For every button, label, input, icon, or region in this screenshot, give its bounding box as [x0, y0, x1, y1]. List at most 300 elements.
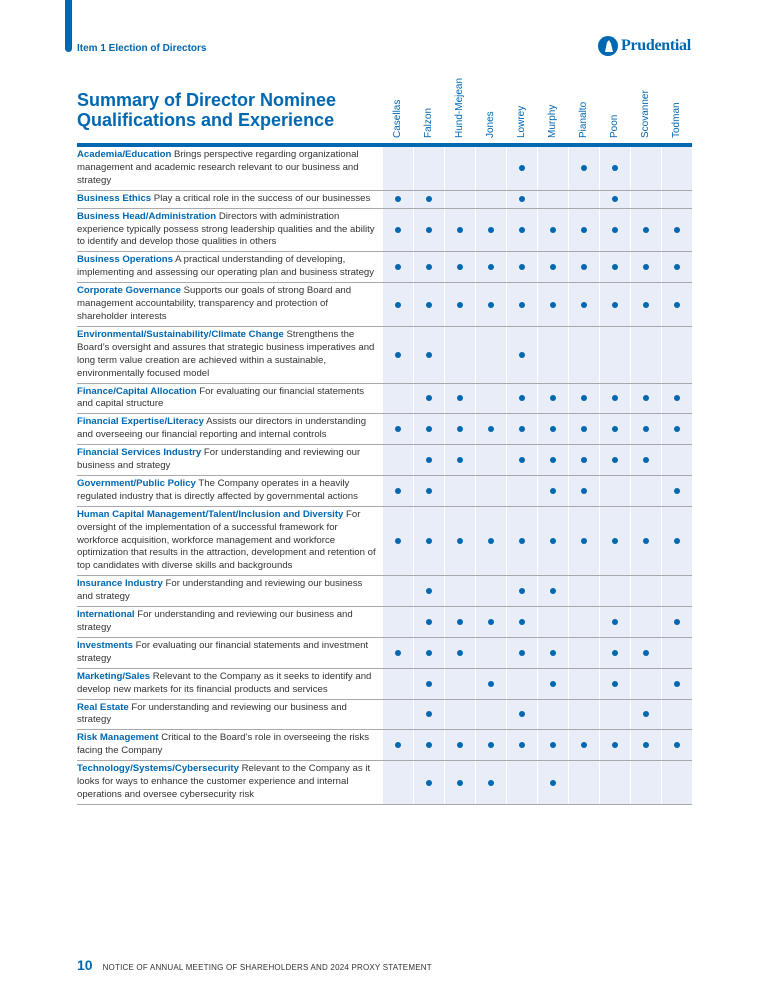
matrix-cell [537, 638, 568, 668]
qualification-dot-icon [426, 711, 432, 717]
matrix-cell [630, 576, 661, 606]
matrix-cell [568, 147, 599, 190]
qualification-dot-icon [395, 488, 401, 494]
qualification-label: Insurance Industry [77, 578, 163, 590]
director-column-header [383, 66, 414, 138]
director-column-header [569, 66, 600, 138]
matrix-cell [661, 191, 692, 208]
qualification-dot-icon [395, 650, 401, 656]
qualification-dot-icon [426, 457, 432, 463]
qualification-description [77, 445, 382, 475]
matrix-cell [382, 507, 413, 576]
qualification-dot-icon [643, 711, 649, 717]
qualification-dot-icon [488, 264, 494, 270]
qualification-dot-icon [519, 264, 525, 270]
qualification-dot-icon [674, 395, 680, 401]
qualification-text: For understanding and reviewing our business and strategy [77, 609, 353, 633]
section-marker-bar [65, 0, 72, 52]
qualification-dot-icon [550, 742, 556, 748]
qualification-dot-icon [426, 742, 432, 748]
matrix-cell [568, 507, 599, 576]
director-name: Hund-Mejean [454, 77, 465, 138]
qualification-dot-icon [674, 227, 680, 233]
matrix-cell [382, 576, 413, 606]
matrix-cell [630, 191, 661, 208]
qualification-dot-icon [426, 538, 432, 544]
matrix-cell [506, 283, 537, 326]
matrix-cell [444, 327, 475, 383]
qualification-dot-icon [488, 742, 494, 748]
qualification-dot-icon [674, 742, 680, 748]
matrix-cell [661, 638, 692, 668]
matrix-cell [444, 252, 475, 282]
qualification-label: Finance/Capital Allocation [77, 385, 197, 397]
matrix-cell [537, 576, 568, 606]
qualification-dot-icon [426, 780, 432, 786]
matrix-cell [661, 700, 692, 730]
matrix-cell [382, 445, 413, 475]
qualification-dot-icon [612, 742, 618, 748]
qualification-description [77, 576, 382, 606]
matrix-cell [537, 507, 568, 576]
matrix-cell [382, 414, 413, 444]
matrix-cell [568, 638, 599, 668]
director-name: Scovanner [640, 90, 651, 138]
matrix-cell [475, 283, 506, 326]
qualification-dot-icon [395, 742, 401, 748]
matrix-cell [475, 638, 506, 668]
matrix-cell [630, 638, 661, 668]
matrix-cell [475, 576, 506, 606]
qualification-dot-icon [488, 619, 494, 625]
matrix-cell [444, 476, 475, 506]
qualification-text: Play a critical role in the success of our businesses [153, 192, 371, 204]
matrix-cell [506, 700, 537, 730]
qualification-text: For oversight of the implementation of a successful framework for workforce acquisition, workforce management and workforce optimization that results in the attraction, development and retention of top candidates with diverse skills and backgrounds [77, 508, 376, 572]
qualification-dot-icon [674, 264, 680, 270]
qualification-text: Relevant to the Company as it seeks to identify and develop new markets for its financial products and services [77, 670, 372, 695]
matrix-cell [444, 507, 475, 576]
matrix-cell [599, 445, 630, 475]
matrix-cell [537, 445, 568, 475]
table-row [77, 638, 692, 669]
matrix-cell [413, 761, 444, 804]
matrix-cell [599, 669, 630, 699]
matrix-cell [444, 209, 475, 252]
qualification-text: Strengthens the Board’s oversight and assures that strategic business imperatives and long term value creation are achieved within a sustainable, environmentally focused model [77, 328, 375, 379]
matrix-cell [661, 576, 692, 606]
matrix-cell [568, 607, 599, 637]
matrix-cell [568, 669, 599, 699]
matrix-cell [413, 730, 444, 760]
qualification-dot-icon [612, 457, 618, 463]
matrix-cell [506, 327, 537, 383]
qualification-dot-icon [674, 538, 680, 544]
qualification-dot-icon [674, 681, 680, 687]
qualification-dot-icon [457, 742, 463, 748]
matrix-cell [537, 607, 568, 637]
qualification-label: Financial Services Industry [77, 447, 202, 459]
matrix-cell [568, 476, 599, 506]
matrix-cell [475, 476, 506, 506]
matrix-cell [537, 147, 568, 190]
prudential-logo [598, 36, 691, 56]
qualification-description [77, 700, 382, 730]
matrix-cell [444, 414, 475, 444]
director-name: Jones [485, 111, 496, 138]
matrix-cell [475, 507, 506, 576]
matrix-cell [413, 576, 444, 606]
matrix-cell [444, 147, 475, 190]
qualification-description [77, 191, 382, 208]
qualification-dot-icon [612, 165, 618, 171]
matrix-cell [568, 700, 599, 730]
qualification-dot-icon [612, 650, 618, 656]
table-row [77, 507, 692, 577]
matrix-cell [661, 445, 692, 475]
matrix-cell [537, 730, 568, 760]
qualification-description [77, 327, 382, 383]
matrix-cell [475, 384, 506, 414]
section-label: Item 1 Election of Directors [77, 43, 207, 54]
matrix-cell [599, 327, 630, 383]
qualification-dot-icon [674, 619, 680, 625]
qualification-dot-icon [426, 395, 432, 401]
qualification-dot-icon [643, 538, 649, 544]
qualification-dot-icon [519, 227, 525, 233]
qualification-dot-icon [519, 457, 525, 463]
page-number: 10 [77, 957, 93, 973]
table-row [77, 283, 692, 327]
matrix-cell [506, 507, 537, 576]
qualification-label: Business Operations [77, 254, 173, 266]
qualification-dot-icon [426, 650, 432, 656]
matrix-cell [506, 414, 537, 444]
matrix-cell [444, 283, 475, 326]
table-row [77, 191, 692, 209]
qualification-text: For understanding and reviewing our business and strategy [77, 701, 347, 726]
qualification-dot-icon [395, 227, 401, 233]
matrix-cell [599, 607, 630, 637]
qualification-label: Investments [77, 639, 133, 651]
qualification-description [77, 638, 382, 668]
qualification-text: For understanding and reviewing our business and strategy [77, 447, 361, 472]
qualification-dot-icon [426, 681, 432, 687]
matrix-cell [599, 147, 630, 190]
footer-text: NOTICE OF ANNUAL MEETING OF SHAREHOLDERS AND 2024 PROXY STATEMENT [102, 963, 432, 972]
qualification-dot-icon [395, 426, 401, 432]
matrix-cell [475, 147, 506, 190]
qualification-text: Assists our directors in understanding and overseeing our financial reporting and internal controls [77, 416, 367, 441]
qualification-dot-icon [674, 426, 680, 432]
table-row [77, 209, 692, 253]
director-column-header [662, 66, 693, 138]
qualification-dot-icon [426, 619, 432, 625]
qualification-text: Brings perspective regarding organizational management and academic research relevant to our business and strategy [77, 149, 359, 186]
qualification-dot-icon [426, 426, 432, 432]
qualification-description [77, 607, 382, 637]
matrix-cell [475, 607, 506, 637]
director-name: Falzon [423, 107, 434, 138]
matrix-cell [537, 384, 568, 414]
qualification-dot-icon [550, 426, 556, 432]
matrix-cell [537, 700, 568, 730]
qualification-dot-icon [550, 395, 556, 401]
table-row [77, 730, 692, 761]
matrix-cell [475, 730, 506, 760]
matrix-cell [382, 761, 413, 804]
table-row [77, 576, 692, 607]
table-row [77, 252, 692, 283]
qualification-dot-icon [612, 264, 618, 270]
qualification-dot-icon [426, 227, 432, 233]
qualification-dot-icon [612, 426, 618, 432]
qualification-dot-icon [519, 650, 525, 656]
director-column-header [507, 66, 538, 138]
qualification-dot-icon [395, 538, 401, 544]
matrix-cell [661, 414, 692, 444]
matrix-cell [599, 507, 630, 576]
qualification-dot-icon [519, 711, 525, 717]
qualification-dot-icon [612, 538, 618, 544]
qualification-description [77, 761, 382, 804]
qualification-dot-icon [519, 619, 525, 625]
matrix-cell [506, 147, 537, 190]
qualification-description [77, 476, 382, 506]
matrix-cell [599, 576, 630, 606]
matrix-cell [661, 476, 692, 506]
table-row [77, 327, 692, 384]
qualification-dot-icon [581, 395, 587, 401]
qualification-dot-icon [550, 780, 556, 786]
matrix-cell [444, 730, 475, 760]
qualification-dot-icon [519, 742, 525, 748]
page-title: Summary of Director Nominee Qualifications and Experience [77, 90, 337, 130]
qualification-dot-icon [581, 538, 587, 544]
qualification-text: A practical understanding of developing, implementing and assessing our operating plan and business strategy [77, 254, 375, 279]
director-column-header [476, 66, 507, 138]
matrix-cell [413, 700, 444, 730]
qualification-dot-icon [426, 302, 432, 308]
matrix-cell [599, 191, 630, 208]
rock-logo-icon [598, 36, 618, 56]
qualification-dot-icon [488, 426, 494, 432]
qualification-dot-icon [581, 457, 587, 463]
matrix-cell [444, 669, 475, 699]
matrix-cell [506, 669, 537, 699]
qualification-dot-icon [550, 457, 556, 463]
matrix-cell [630, 669, 661, 699]
matrix-cell [661, 384, 692, 414]
matrix-cell [413, 607, 444, 637]
matrix-cell [506, 252, 537, 282]
qualification-label: Real Estate [77, 701, 129, 713]
matrix-cell [537, 283, 568, 326]
matrix-cell [630, 761, 661, 804]
matrix-cell [444, 576, 475, 606]
table-row [77, 414, 692, 445]
qualification-dot-icon [643, 426, 649, 432]
matrix-cell [537, 761, 568, 804]
director-column-header [631, 66, 662, 138]
matrix-cell [382, 476, 413, 506]
matrix-cell [475, 209, 506, 252]
qualification-dot-icon [550, 538, 556, 544]
qualification-dot-icon [519, 196, 525, 202]
qualification-dot-icon [457, 302, 463, 308]
matrix-cell [475, 191, 506, 208]
matrix-cell [413, 147, 444, 190]
matrix-cell [599, 209, 630, 252]
qualification-dot-icon [612, 227, 618, 233]
matrix-cell [506, 730, 537, 760]
matrix-cell [568, 327, 599, 383]
qualification-label: Human Capital Management/Talent/Inclusion and Diversity [77, 508, 344, 520]
matrix-cell [413, 638, 444, 668]
table-row [77, 147, 692, 191]
qualification-label: Financial Expertise/Literacy [77, 416, 204, 428]
matrix-cell [444, 700, 475, 730]
matrix-cell [568, 761, 599, 804]
qualification-text: Directors with administration experience typically possess strong leadership qualities and the ability to identify and develop those qualities in others [77, 210, 375, 248]
matrix-cell [568, 576, 599, 606]
qualification-dot-icon [426, 352, 432, 358]
matrix-cell [599, 283, 630, 326]
matrix-cell [537, 476, 568, 506]
qualification-label: Business Head/Administration [77, 210, 217, 222]
qualification-description [77, 730, 382, 760]
matrix-cell [630, 252, 661, 282]
qualification-dot-icon [674, 488, 680, 494]
qualification-dot-icon [519, 588, 525, 594]
matrix-cell [475, 761, 506, 804]
director-name: Lowrey [516, 105, 527, 138]
qualification-dot-icon [457, 650, 463, 656]
qualification-text: For understanding and reviewing our business and strategy [77, 578, 363, 603]
matrix-cell [413, 384, 444, 414]
matrix-cell [413, 327, 444, 383]
qualification-label: Technology/Systems/Cybersecurity [77, 763, 239, 775]
matrix-cell [661, 283, 692, 326]
qualification-dot-icon [550, 681, 556, 687]
matrix-cell [382, 669, 413, 699]
table-row [77, 700, 692, 731]
qualification-dot-icon [581, 227, 587, 233]
matrix-cell [413, 669, 444, 699]
matrix-cell [630, 445, 661, 475]
matrix-cell [630, 414, 661, 444]
table-row [77, 607, 692, 638]
matrix-cell [599, 384, 630, 414]
matrix-cell [444, 384, 475, 414]
director-name: Todman [671, 102, 682, 138]
qualification-label: Business Ethics [77, 192, 152, 204]
qualification-dot-icon [643, 395, 649, 401]
qualification-dot-icon [426, 488, 432, 494]
logo-text: Prudential [621, 37, 691, 54]
matrix-cell [599, 700, 630, 730]
matrix-cell [444, 191, 475, 208]
qualification-dot-icon [612, 196, 618, 202]
matrix-cell [413, 252, 444, 282]
matrix-cell [475, 445, 506, 475]
qualification-dot-icon [581, 426, 587, 432]
qualification-text: For evaluating our financial statements and investment strategy [77, 639, 369, 664]
qualification-text: Supports our goals of strong Board and management accountability, transparency and protection of shareholder interests [77, 285, 352, 322]
matrix-cell [661, 252, 692, 282]
qualification-dot-icon [612, 619, 618, 625]
matrix-cell [413, 414, 444, 444]
matrix-cell [382, 252, 413, 282]
director-names-header [383, 70, 693, 142]
matrix-cell [661, 327, 692, 383]
matrix-cell [475, 669, 506, 699]
matrix-cell [382, 191, 413, 208]
qualification-dot-icon [426, 588, 432, 594]
matrix-cell [568, 445, 599, 475]
qualification-dot-icon [643, 302, 649, 308]
matrix-cell [506, 445, 537, 475]
qualification-dot-icon [581, 742, 587, 748]
matrix-cell [506, 476, 537, 506]
qualification-label: Corporate Governance [77, 285, 181, 297]
matrix-cell [506, 209, 537, 252]
qualification-dot-icon [519, 352, 525, 358]
matrix-cell [413, 191, 444, 208]
qualification-dot-icon [643, 457, 649, 463]
matrix-cell [537, 414, 568, 444]
matrix-cell [444, 761, 475, 804]
matrix-cell [661, 147, 692, 190]
matrix-cell [630, 384, 661, 414]
qualification-dot-icon [550, 650, 556, 656]
qualification-dot-icon [550, 588, 556, 594]
qualification-dot-icon [581, 488, 587, 494]
matrix-cell [382, 283, 413, 326]
matrix-cell [599, 638, 630, 668]
matrix-cell [475, 414, 506, 444]
matrix-cell [599, 761, 630, 804]
qualification-dot-icon [488, 780, 494, 786]
matrix-cell [568, 730, 599, 760]
qualification-dot-icon [488, 302, 494, 308]
qualification-description [77, 414, 382, 444]
qualification-dot-icon [457, 457, 463, 463]
qualification-description [77, 147, 382, 190]
matrix-cell [382, 327, 413, 383]
qualification-dot-icon [643, 227, 649, 233]
matrix-cell [413, 209, 444, 252]
qualification-dot-icon [457, 264, 463, 270]
director-name: Poon [609, 114, 620, 138]
qualification-label: International [77, 609, 135, 621]
matrix-cell [568, 414, 599, 444]
footer [77, 957, 432, 973]
qualification-dot-icon [581, 165, 587, 171]
matrix-cell [630, 700, 661, 730]
qualification-dot-icon [674, 302, 680, 308]
matrix-cell [537, 327, 568, 383]
matrix-cell [506, 191, 537, 208]
matrix-cell [661, 669, 692, 699]
matrix-cell [506, 638, 537, 668]
qualification-label: Government/Public Policy [77, 477, 196, 489]
qualification-description [77, 384, 382, 414]
qualification-dot-icon [581, 264, 587, 270]
matrix-cell [475, 252, 506, 282]
qualification-dot-icon [519, 538, 525, 544]
qualification-label: Marketing/Sales [77, 670, 151, 682]
